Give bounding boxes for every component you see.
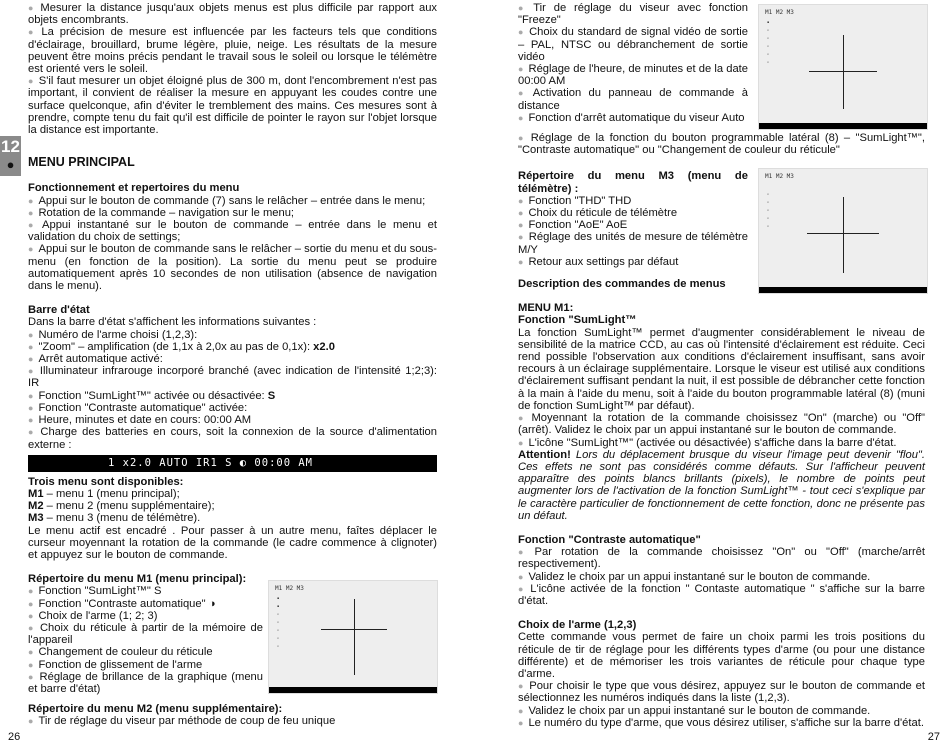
para: ● Le numéro du type d'arme, que vous désirez utiliser, s'affiche sur la barre d'état.	[518, 717, 925, 729]
page-number-right: 27	[927, 730, 940, 743]
para: Le menu actif est encadré . Pour passer à un autre menu, faîtes déplacer le curseur moyennant la rotation de la commande (le cadre commence à clignoter) et appuyez sur le bouton de commande.	[28, 524, 437, 561]
list-item: ● Réglage de la fonction du bouton programmable latéral (8) – "SumLight™", "Contraste automatique" ou "Changement de couleur du réticule"	[518, 132, 925, 156]
heading: Répertoire du menu M1 (menu principal):	[28, 573, 247, 586]
para: ● Moyennant la rotation de la commande choisissez "On" (marche) ou "Off" (arrêt). Validez le choix par un appui instantané sur le bouton de commande.	[518, 412, 925, 436]
para: ● L'icône activée de la fonction " Contaste automatique " s'affiche sur la barre d'état.	[518, 583, 925, 607]
para: ● Validez le choix par un appui instantané sur le bouton de commande.	[518, 705, 925, 717]
heading: Choix de l'arme (1,2,3)	[518, 619, 637, 632]
list-item: ● Fonction "SumLight™" activée ou désactivée: S	[28, 390, 437, 402]
para: Attention! Lors du déplacement brusque du viseur l'image peut devenir "flou". Ces effets ne sont pas considérés comme défauts. Sur l'afficheur peuvent apparaître des points blancs brillants (pixels), le nombre de points peut augmenter lors de l'activation de la fonction SumLight™ - tout ceci s'explique par le caractère particulier de fonctionnement de cette fonction, donc ne présente pas un défaut.	[518, 448, 926, 522]
list-item: ● Fonction "AoE" AoE	[518, 219, 748, 231]
list-item: ● Choix de l'arme (1; 2; 3)	[28, 610, 263, 622]
list-item: ● Réglage de brillance de la graphique (menu et barre d'état)	[28, 671, 263, 695]
list-item: ● Tir de réglage du viseur avec fonction "Freeze"	[518, 2, 748, 26]
para: ● S'il faut mesurer un objet éloigné plus de 300 m, dont l'encombrement n'est pas important, il convient de réaliser la mesure en appuyant les coudes contre une surface quelconque, afin d'éviter le tremblement des mains. Ces mesures sont à prendre, compte tenu du fait qu'il est difficile de pointer le rayon sur l'objet lorsque la distance est importante.	[28, 75, 437, 136]
heading: Répertoire du menu M2 (menu supplémentaire):	[28, 703, 283, 716]
para: ● Mesurer la distance jusqu'aux objets menus est plus difficile par rapport aux objets encombrants.	[28, 2, 437, 26]
status-bar: 1 x2.0 AUTO IR1 S ◐ 00:00 AM	[28, 455, 437, 472]
heading: Description des commandes de menus	[518, 278, 726, 291]
para: ● L'icône "SumLight™" (activée ou désactivée) s'affiche dans la barre d'état.	[518, 437, 925, 449]
list-item: ● Retour aux settings par défaut	[518, 256, 748, 268]
viewfinder-screen-m3: M1 M2 M3 ◦ ◦ ◦ ◦ ◦	[758, 168, 928, 294]
para: La fonction SumLight™ permet d'augmenter considérablement le niveau de sensibilité de la matrice CCD, au cas où l'intensité d'éclairement est réduite. Ceci rend possible l'observation aux conditions d'éclairement insuffisant, sans avoir recours à un éclairage supplémentaire. Lorsque le viseur est utilisé aux conditions d'éclairement suffisant pendant la nuit, il est possible de débrancher cette fonction à la main à l'aide du menu, soit à l'aide du bouton programmable latéral (8) (muni de fonction SumLight™ par défaut).	[518, 326, 925, 412]
list-item: M2 – menu 2 (menu supplémentaire);	[28, 500, 215, 513]
viewfinder-screen-m2: M1 M2 M3 ▪ ◦ ◦ ◦ ◦ ◦	[758, 4, 928, 130]
list-item: ● Appui sur le bouton de commande (7) sans le relâcher – entrée dans le menu;	[28, 195, 437, 207]
list-item: ● Changement de couleur du réticule	[28, 646, 263, 658]
heading: Trois menu sont disponibles:	[28, 475, 184, 488]
list-item: ● Choix du réticule de télémètre	[518, 207, 748, 219]
list-item: ● Appui instantané sur le bouton de commande – entrée dans le menu et validation du choix de settings;	[28, 219, 437, 243]
list-item: M3 – menu 3 (menu de télémètre).	[28, 512, 201, 525]
viewfinder-screen-m1: M1 M2 M3 ▪ ▪ ◦ ◦ ◦ ◦ ◦	[268, 580, 438, 694]
para: ● Par rotation de la commande choisissez "On" ou "Off" (marche/arrêt respectivement).	[518, 546, 925, 570]
list-item: ● Heure, minutes et date en cours: 00:00 AM	[28, 414, 437, 426]
list-item: ● Fonction de glissement de l'arme	[28, 659, 263, 671]
list-item: ● Réglage de l'heure, de minutes et de la date 00:00 AM	[518, 63, 748, 87]
para: Cette commande vous permet de faire un choix parmi les trois positions du réticule de tir de réglage pour les différents types d'arme (ou pour une distance différente) et de mémoriser les trois variantes de réticule pour chaque type d'arme.	[518, 631, 925, 680]
list-item: ● Charge des batteries en cours, soit la connexion de la source d'alimentation externe :	[28, 426, 437, 450]
list-item: ● Illuminateur infrarouge incorporé branché (avec indication de l'intensité 1;2;3): IR	[28, 365, 437, 389]
list-item: ● Fonction "Contraste automatique" ◑	[28, 598, 263, 610]
list-item: ● Appui sur le bouton de commande sans le relâcher – sortie du menu et du sous-menu (en fonction de la position). La sortie du menu peut se produire automatiquement après 10 secondes de non utilisation (absence de navigation dans le menu).	[28, 243, 437, 292]
list-item: ● Choix du réticule à partir de la mémoire de l'appareil	[28, 622, 263, 646]
para: ● Validez le choix par un appui instantané sur le bouton de commande.	[518, 571, 925, 583]
list-item: ● Fonction "THD" THD	[518, 195, 748, 207]
list-item: ● Fonction "SumLight™" S	[28, 585, 263, 597]
list-item: ● Numéro de l'arme choisi (1,2,3):	[28, 329, 437, 341]
list-item: ● Activation du panneau de commande à distance	[518, 87, 748, 111]
heading: Répertoire du menu M3 (menu de télémètre) :	[518, 170, 748, 195]
heading: Fonctionnement et repertoires du menu	[28, 182, 240, 195]
para: ● Pour choisir le type que vous désirez, appuyez sur le bouton de commande et sélectionnez les numéros indiqués dans la liste (1,2,3).	[518, 680, 925, 704]
heading: Fonction "SumLight™	[518, 314, 637, 327]
page-tab: 12 ●	[0, 136, 21, 176]
para: ● La précision de mesure est influencée par les facteurs tels que conditions d'éclairage, brouillard, brume légère, pluie, neige. Les résultats de la mesure peuvent être moins précis pendant le travail sous le soleil ou lorsque le télémètre est orienté vers le soleil.	[28, 26, 437, 75]
list-item: ● "Zoom" – amplification (de 1,1x à 2,0x au pas de 0,1x): x2.0	[28, 341, 437, 353]
list-item: ● Rotation de la commande – navigation sur le menu;	[28, 207, 437, 219]
list-item: ● Fonction d'arrêt automatique du viseur Auto	[518, 112, 748, 124]
list-item: ● Fonction "Contraste automatique" activée:	[28, 402, 437, 414]
heading: MENU M1:	[518, 302, 574, 315]
heading: Fonction "Contraste automatique"	[518, 533, 701, 546]
list-item: ● Tir de réglage du viseur par méthode de coup de feu unique	[28, 715, 437, 727]
para: Dans la barre d'état s'affichent les informations suivantes :	[28, 316, 317, 329]
list-item: ● Arrêt automatique activé:	[28, 353, 437, 365]
page-number-left: 26	[8, 730, 21, 743]
heading: Barre d'état	[28, 304, 90, 317]
section-title: MENU PRINCIPAL	[28, 155, 135, 170]
list-item: ● Réglage des unités de mesure de télémètre M/Y	[518, 231, 748, 255]
list-item: M1 – menu 1 (menu principal);	[28, 487, 180, 500]
list-item: ● Choix du standard de signal vidéo de sortie – PAL, NTSC ou débranchement de sortie vidéo	[518, 26, 748, 63]
